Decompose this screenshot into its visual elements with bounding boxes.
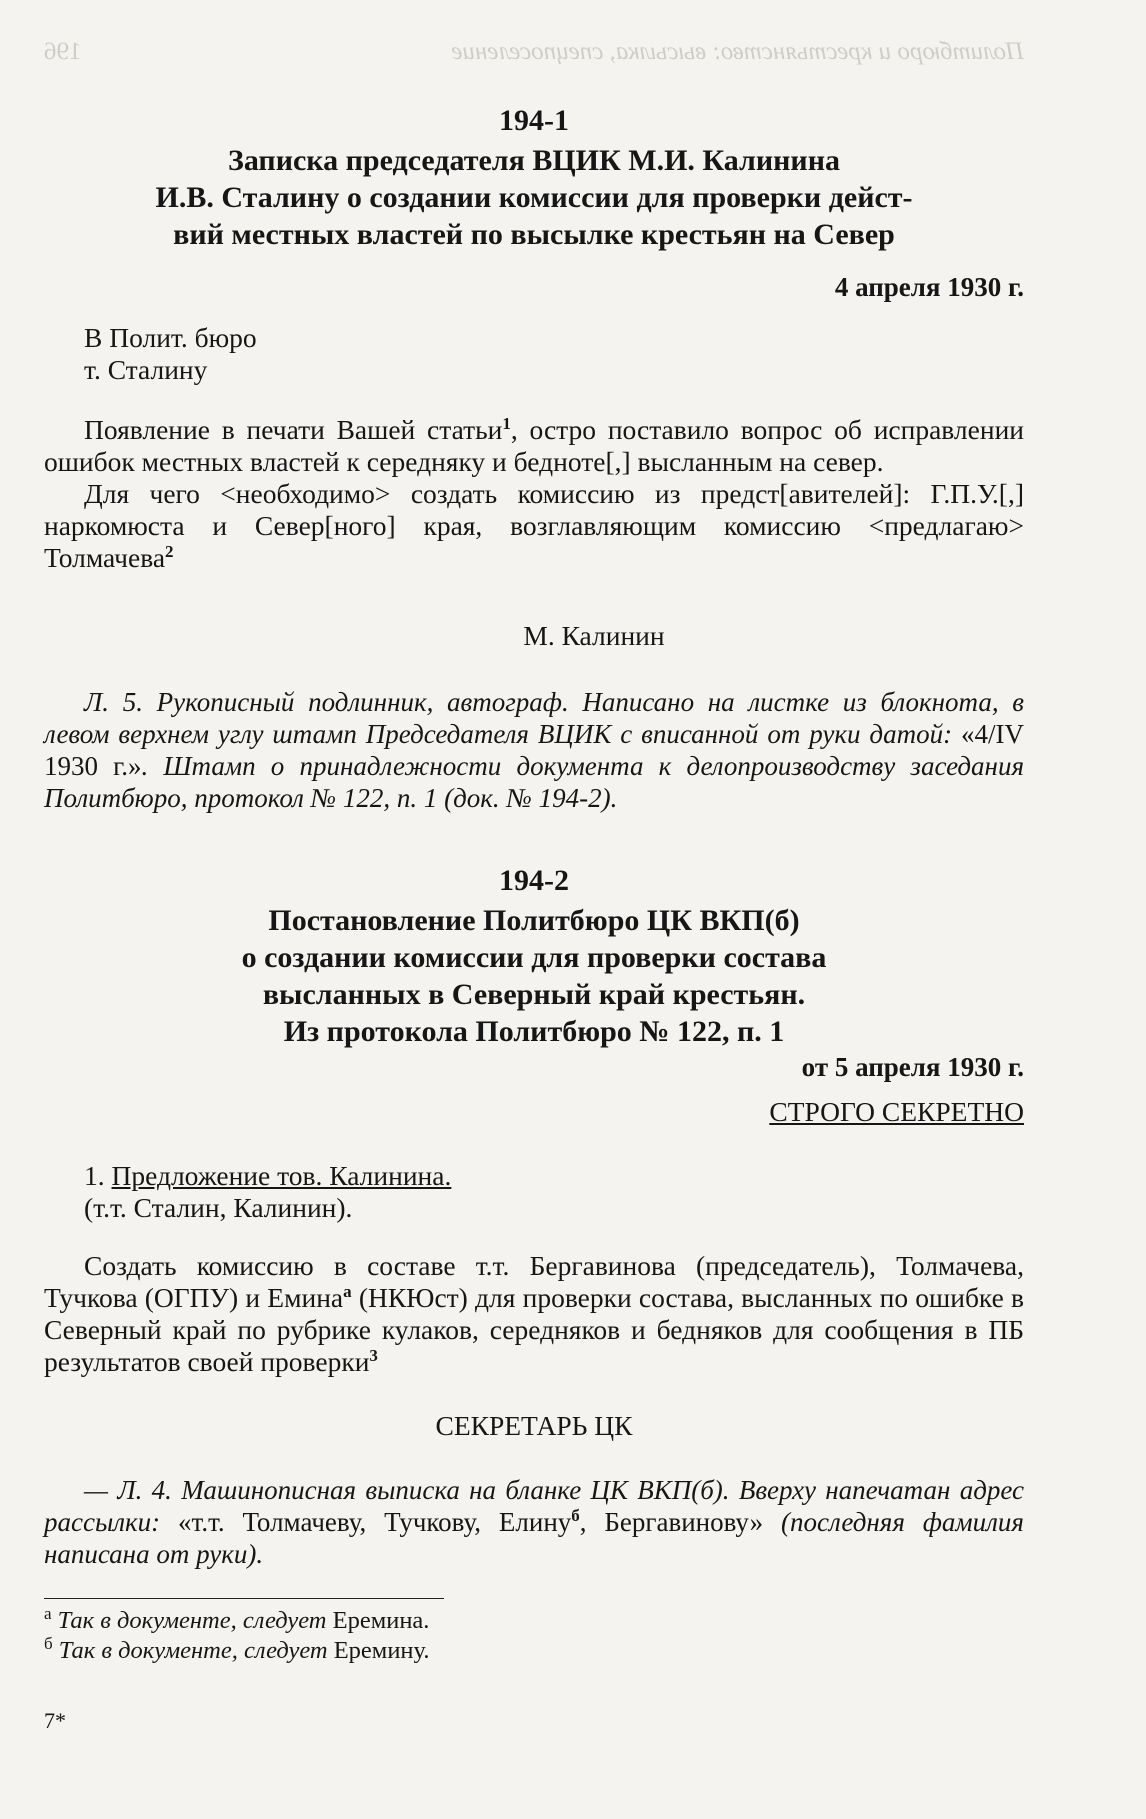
doc2-signature: СЕКРЕТАРЬ ЦК [435, 1410, 633, 1441]
address-line-2: т. Сталину [84, 354, 208, 385]
doc2-number: 194-2 [499, 864, 569, 897]
doc1-paragraph-2: Для чего <необходимо> создать комиссию из предст[авителей]: Г.П.У.[,] наркомюста и Север[ного] края, возглавляющим комиссию <предлагаю> Толмачева$^2$ [44, 478, 1024, 573]
doc2-title-line-1: Постановление Политбюро ЦК ВКП(б) [268, 904, 800, 937]
doc2-item: 1. Предложение тов. Калинина. (т.т. Сталин, Калинин). [84, 1160, 452, 1223]
doc1-title-line-1: Записка председателя ВЦИК М.И. Калинина [227, 144, 840, 177]
doc1-date: 4 апреля 1930 г. [834, 272, 1024, 302]
page [44, 0, 1024, 1819]
doc2-date: от 5 апреля 1930 г. [801, 1052, 1024, 1082]
doc2-title-line-3: высланных в Северный край крестьян. [262, 978, 806, 1011]
doc1-title-line-2: И.В. Сталину о создании комиссии для проверки дейст- [155, 181, 913, 214]
doc1-body [44, 414, 1024, 574]
doc1-number: 194-1 [499, 104, 569, 137]
page-marker: 7* [44, 1708, 66, 1733]
doc1-address [44, 322, 1024, 386]
footnotes [44, 1603, 1024, 1666]
doc1-paragraph-1: Появление в печати Вашей статьи$^1$, остро поставило вопрос об исправлении ошибок местных властей к середняку и бедноте[,] высланным на север. [44, 413, 1025, 477]
doc1-archival-note: Л. 5. Рукописный подлинник, автограф. Написано на листке из блокнота, в левом верхнем углу штамп Председателя ВЦИК с вписанной от руки датой: «4/IV 1930 г.». Штамп о принадлежности документа к делопроизводству заседания Политбюро, протокол № 122, п. 1 (док. № 194-2). [44, 687, 1025, 813]
doc2-archival-note: — Л. 4. Машинописная выписка на бланке ЦК ВКП(б). Вверху напечатан адрес рассылки: «т.т. Толмачеву, Тучкову, Елину$^б$, Бергавинову» (последняя фамилия написана от руки). [44, 1475, 1024, 1569]
running-head: Политбюро и крестьянство: высылка, спецпоселение [451, 38, 1024, 65]
footnote-b: $^б$ Так в документе, следует Еремину. [44, 1633, 430, 1664]
classification-stamp: СТРОГО СЕКРЕТНО [769, 1096, 1024, 1127]
footnote-a: $^а$ Так в документе, следует Еремина. [44, 1603, 430, 1634]
doc2-title-line-4: Из протокола Политбюро № 122, п. 1 [283, 1015, 785, 1048]
address-line-1: В Полит. бюро [84, 322, 257, 353]
doc2-title-line-2: о создании комиссии для проверки состава [241, 941, 827, 974]
doc1-title-line-3: вий местных властей по высылке крестьян на Север [173, 218, 895, 251]
doc2-heading [44, 864, 1024, 1050]
doc1-signature: М. Калинин [523, 620, 665, 651]
doc2-body: Создать комиссию в составе т.т. Бергавинова (председатель), Толмачева, Тучкова (ОГПУ) и Емина$^а$ (НКЮст) для проверки состава, высланных по ошибке в Северный край по рубрике кулаков, середняков и бедняков для сообщения в ПБ результатов своей проверки$^3$ [44, 1250, 1025, 1377]
page-number: 196 [44, 38, 82, 65]
footnote-divider [44, 1598, 444, 1599]
doc1-heading [44, 104, 1024, 253]
